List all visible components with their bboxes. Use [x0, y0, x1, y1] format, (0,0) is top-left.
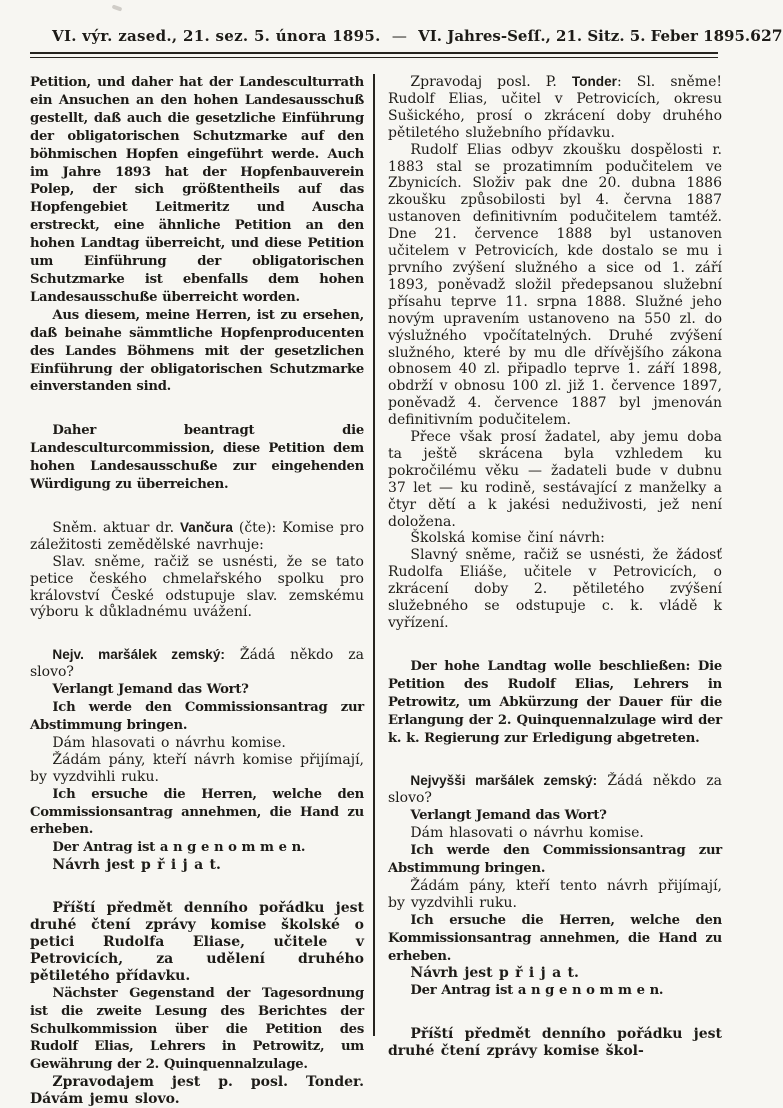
paragraph	[388, 965, 722, 982]
left-column	[30, 74, 364, 1108]
text-run: Žádám pány, kteří návrh komise přijímají, by vyzdvihli ruku.	[30, 751, 364, 785]
text-run: Nächster Gegenstand der Tagesordnung ist die zweite Lesung des Berichtes der Schulkommission über die Petition des Rudolf Elias, Lehrers in Petrowitz, um Gewährung der 2. Quinquennalzulage.	[30, 985, 364, 1073]
paragraph	[30, 985, 364, 1075]
speaker-name: Vančura	[179, 519, 233, 535]
text-run: Příští předmět denního pořádku jest druhé čtení zprávy komise školské o petici Rudolfa Eliase, učitele v Petrovicích, za udělení druhého pětiletého přídavku.	[30, 900, 364, 984]
paragraph	[30, 681, 364, 699]
paragraph	[30, 520, 364, 554]
paragraph	[30, 74, 364, 307]
text-run: Petition, und daher hat der Landesculturrath ein Ansuchen an den hohen Landesausschuß gestellt, daß auch die gesetzliche Einführung der obligatorischen Schutzmarke auf den böhmischen Hopfen eingeführt werde. Auch im Jahre 1893 hat der Hopfenbauverein Polep, der sich größtentheils auf das Hopfengebiet Leitmeritz und Auscha erstreckt, eine ähnliche Petition an den hohen Landtag überreicht, und diese Petition um Einführung der obligatorischen Schutzmarke ist ebenfalls dem hohen Landesausschuße überreicht worden.	[30, 75, 364, 305]
text-run: Der Antrag ist a n g e n o m m e n.	[52, 840, 306, 856]
paragraph	[388, 878, 722, 912]
paragraph	[30, 1074, 364, 1108]
text-run: Návrh jest p ř i j a t.	[52, 857, 221, 874]
paragraph	[30, 647, 364, 681]
header-session-german: VI. Jahres-Seſſ., 21. Sitz. 5. Feber 1895.	[418, 27, 751, 45]
paragraph	[30, 699, 364, 735]
text-run: Ich werde den Commissionsantrag zur Abstimmung bringen.	[388, 843, 722, 876]
paragraph	[30, 752, 364, 786]
text-run: Dám hlasovati o návrhu komise.	[52, 734, 286, 751]
speaker-name: Tonder	[571, 74, 617, 89]
right-column	[388, 74, 722, 1108]
text-run: Der Antrag ist a n g e n o m m e n.	[410, 983, 664, 999]
text-run: Ich ersuche die Herren, welche den Commissionsantrag annehmen, die Hand zu erheben.	[30, 786, 364, 838]
text-run: Dám hlasovati o návrhu komise.	[410, 825, 644, 842]
paragraph	[30, 900, 364, 985]
paragraph	[30, 786, 364, 840]
paragraph	[30, 422, 364, 494]
paragraph	[388, 658, 722, 748]
running-header	[52, 26, 783, 45]
paragraph	[388, 825, 722, 842]
text-run: Žádá někdo za slovo?	[30, 647, 364, 681]
scan-speck-artifact	[112, 4, 123, 11]
text-run: Návrh jest p ř i j a t.	[410, 965, 579, 982]
text-run: Přece však prosí žadatel, aby jemu doba ta ještě skrácena byla vzhledem ku pokročilému věku — žadateli bude v dubnu 37 let — ku rodině, sestávající z manželky a čtyr dětí a k jakési neduživosti, jež není doložena.	[388, 429, 722, 530]
text-columns	[30, 74, 722, 1108]
text-run: Verlangt Jemand das Wort?	[52, 682, 249, 698]
text-run: Školská komise činí návrh:	[410, 530, 605, 547]
header-session-czech: VI. výr. zased., 21. sez. 5. února 1895.	[52, 27, 381, 45]
paragraph	[388, 1026, 722, 1060]
paragraph	[30, 857, 364, 874]
paragraph	[388, 982, 722, 1000]
paragraph	[388, 547, 722, 632]
paragraph	[388, 142, 722, 429]
paragraph	[388, 807, 722, 825]
speaker-name: Nejv. maršálek zemský:	[52, 647, 225, 663]
paragraph	[30, 735, 364, 752]
text-run: Ich ersuche die Herren, welche den Kommissionsantrag annehmen, die Hand zu erheben.	[388, 912, 722, 964]
text-run: Příští předmět denního pořádku jest druhé čtení zprávy komise škol-	[388, 1026, 722, 1060]
paragraph	[388, 74, 722, 142]
paragraph	[30, 307, 364, 397]
text-run: Slav. sněme, račiž se usnésti, že se tato petice českého chmelařského spolku pro království České odstupuje slav. zemskému výboru k důkladnému uvážení.	[30, 553, 364, 621]
header-double-rule	[30, 52, 718, 58]
text-run: Ich werde den Commissionsantrag zur Abstimmung bringen.	[30, 700, 364, 733]
text-run: Žádám pány, kteří tento návrh přijímají, by vyzdvihli ruku.	[388, 877, 722, 911]
text-run: Sněm. aktuar dr.	[52, 519, 180, 536]
text-run: Zpravodajem jest p. posl. Tonder. Dávám jemu slovo.	[30, 1074, 364, 1108]
text-run: Verlangt Jemand das Wort?	[410, 808, 607, 824]
paragraph	[30, 554, 364, 622]
paragraph	[388, 773, 722, 807]
speaker-name: Nejvyšši maršálek zemský:	[410, 773, 598, 789]
paragraph	[388, 912, 722, 966]
page-number: 627	[750, 26, 783, 45]
paragraph	[388, 429, 722, 530]
column-divider-rule	[373, 74, 375, 1036]
text-run: Slavný sněme, račiž se usnésti, že žádosť Rudolfa Eliáše, učitele v Petrovicích, o zkrácení doby 2. pětiletého zvýšení služebného se odstupuje c. k. vládě k vyřízení.	[388, 547, 722, 631]
paragraph	[30, 839, 364, 857]
text-run: Zpravodaj posl. P.	[410, 74, 572, 90]
text-run: Aus diesem, meine Herren, ist zu ersehen, daß beinahe sämmtliche Hopfenproducenten des Landes Böhmens mit der gesetzlichen Einführung der obligatorischen Schutzmarke einverstanden sind.	[30, 307, 364, 395]
text-run: : Sl. sněme! Rudolf Elias, učitel v Petrovicích, okresu Sušického, prosí o zkrácení doby druhého pětiletého služebního přídavku.	[388, 74, 722, 141]
text-run: (čte): Komise pro záležitosti zemědělské navrhuje:	[30, 519, 364, 553]
text-run: Daher beantragt die Landesculturcommission, diese Petition dem hohen Landesausschuße zur eingehenden Würdigung zu überreichen.	[30, 423, 364, 493]
header-separator: —	[391, 27, 407, 45]
text-run: Rudolf Elias odbyv zkoušku dospělosti r. 1883 stal se prozatimním podučitelem ve Zbynicích. Složiv pak dne 20. dubna 1886 zkoušku způsobilosti byl 4. června 1887 ustanoven definitivním podučitelem tamtéž. Dne 21. července 1888 byl ustanoven učitelem v Petrovicích, kde dostalo se mu i prvního zvýšení služného a sice od 1. září 1893, poněvadž složil předepsanou služební přísahu teprve 11. srpna 1888. Služné jeho novým upravením ustanoveno na 550 zl. do výslužného vpočítatelných. Druhé zvýšení služného, které by mu dle dřívějšího zákona obnosem 40 zl. připadlo teprve 1. září 1898, obdrží v obnosu 100 zl. již 1. července 1897, poněvadž 4. července 1887 byl jmenován definitivním podučitelem.	[388, 141, 722, 429]
paragraph	[388, 842, 722, 878]
header-session-info	[52, 27, 750, 45]
text-run: Der hohe Landtag wolle beschließen: Die Petition des Rudolf Elias, Lehrers in Petrowitz, um Abkürzung der Dauer für die Erlangung der 2. Quinquennalzulage wird der k. k. Regierung zur Erledigung abgetreten.	[388, 658, 722, 746]
text-run: Žádá někdo za slovo?	[388, 773, 722, 807]
paragraph	[388, 530, 722, 547]
